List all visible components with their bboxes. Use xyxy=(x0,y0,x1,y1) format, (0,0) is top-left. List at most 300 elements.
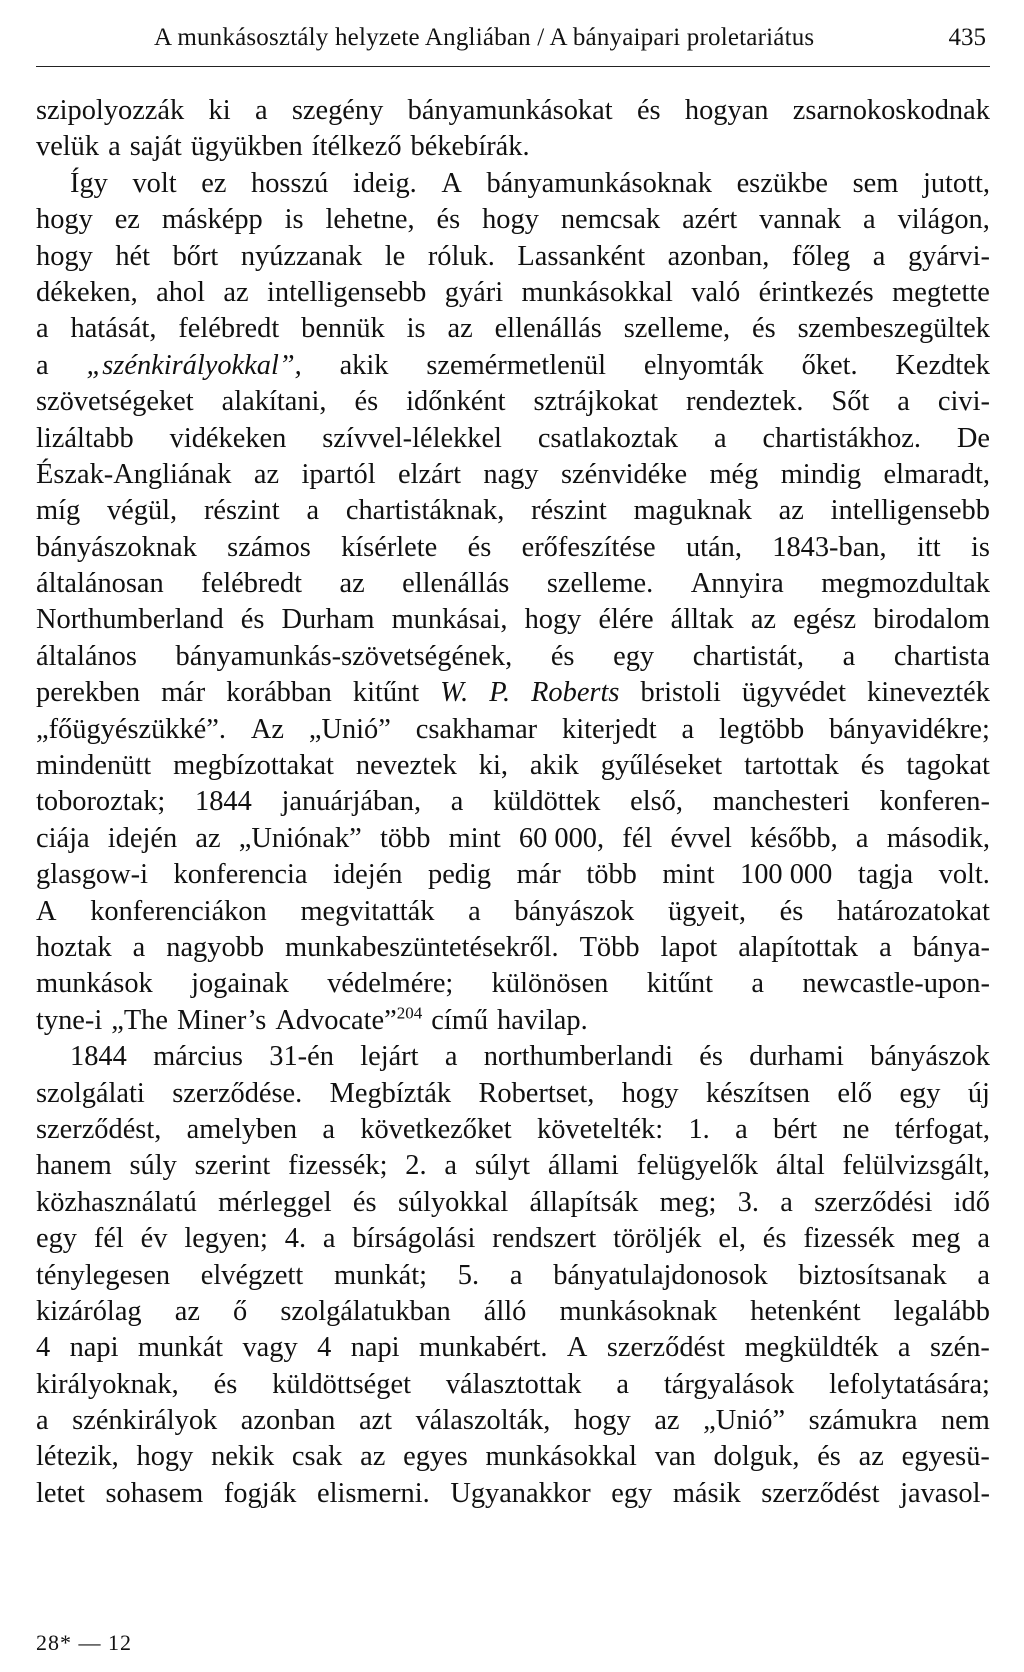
word: van xyxy=(654,1441,696,1473)
word: után, xyxy=(685,531,742,563)
word: jutott, xyxy=(922,167,990,199)
word: álló xyxy=(483,1295,527,1327)
word: hogy xyxy=(524,604,582,636)
word: határozatokat xyxy=(837,895,990,927)
word: ahol xyxy=(156,276,205,308)
word: lehetne, xyxy=(325,204,415,236)
word: élére xyxy=(598,604,654,636)
word: választottak xyxy=(445,1368,582,1400)
word: évvel xyxy=(670,822,732,854)
word: 5. xyxy=(457,1259,480,1291)
word: az xyxy=(253,458,280,490)
word: csatlakoztak xyxy=(537,422,679,454)
word: hosszú xyxy=(251,167,329,199)
word: havilap. xyxy=(497,1004,588,1036)
word: a xyxy=(897,1332,911,1364)
word: januárjában, xyxy=(281,786,422,818)
text-line xyxy=(36,202,990,238)
word: szén- xyxy=(929,1332,990,1364)
word: is xyxy=(406,313,426,345)
word: és xyxy=(467,531,492,563)
word: newcastle-upon- xyxy=(802,968,990,1000)
word: ez xyxy=(114,204,140,236)
word: meg; xyxy=(659,1186,717,1218)
word: a xyxy=(108,131,121,163)
word: toboroztak; xyxy=(36,786,166,818)
word: hét xyxy=(115,240,151,272)
running-header xyxy=(36,18,990,67)
word: intelligensebb xyxy=(830,495,990,527)
word: és xyxy=(762,1223,787,1255)
word: 4. xyxy=(284,1223,307,1255)
word: vagy xyxy=(242,1332,298,1364)
text-line xyxy=(36,1476,990,1512)
word: A xyxy=(441,167,462,199)
word: hogy xyxy=(36,240,93,272)
word: a xyxy=(36,349,49,381)
word: ítélkező xyxy=(311,131,402,163)
word: fizessék xyxy=(803,1223,895,1255)
word: az xyxy=(750,604,777,636)
word: W. xyxy=(440,677,469,709)
word: bányamunkásoknak xyxy=(486,167,712,199)
word: szelleme. xyxy=(546,568,654,600)
word: második, xyxy=(886,822,990,854)
word: birodalom xyxy=(873,604,990,636)
printer-signature: 28* — 12 xyxy=(36,1630,132,1655)
word: című xyxy=(431,1004,489,1036)
word: elzárt xyxy=(397,458,462,490)
word: pedig xyxy=(428,859,492,891)
word: már xyxy=(516,859,561,891)
word: nagy xyxy=(483,458,539,490)
word: új xyxy=(967,1077,990,1109)
word: szipolyozzák xyxy=(36,95,185,126)
word: kitűnt xyxy=(352,677,420,709)
word: meg xyxy=(911,1223,961,1255)
word: 1. xyxy=(688,1113,710,1145)
text-line xyxy=(36,748,990,784)
word: az xyxy=(195,822,221,854)
word: volt. xyxy=(938,859,990,891)
word: Roberts xyxy=(531,677,620,709)
word: tagokat xyxy=(906,750,990,782)
word: hogy xyxy=(573,1405,631,1437)
word: azonban xyxy=(240,1405,336,1437)
word: szövetségeket xyxy=(36,386,194,418)
text-line xyxy=(36,639,990,675)
word: róluk. xyxy=(427,240,495,272)
word: míg xyxy=(36,495,81,527)
text-line xyxy=(36,530,990,566)
word: dékeken, xyxy=(36,276,138,308)
word: álltak xyxy=(670,604,734,636)
word: bányatulajdonosok xyxy=(553,1259,768,1291)
word: akik xyxy=(529,750,579,782)
word: szénvidéke xyxy=(560,458,688,490)
word: A xyxy=(36,895,57,927)
text-line xyxy=(36,275,990,311)
word: szívvel-lélekkel xyxy=(322,422,502,454)
word: szolgálatukban xyxy=(280,1295,451,1327)
word: chartistákhoz. xyxy=(762,422,921,454)
word: szerződése. xyxy=(172,1077,303,1109)
word: egész xyxy=(793,604,857,636)
word: és xyxy=(436,204,461,236)
word: manchesteri xyxy=(712,786,850,818)
word: egyesü- xyxy=(901,1441,990,1473)
word: gyűléseket xyxy=(600,750,723,782)
word: mint xyxy=(448,822,501,854)
word: egyes xyxy=(403,1441,468,1473)
word: idején xyxy=(333,859,403,891)
word: hogy xyxy=(136,1441,194,1473)
word: le xyxy=(384,240,406,272)
word: csak xyxy=(291,1441,343,1473)
word: készítsen xyxy=(705,1077,810,1109)
word: 1843-ban, xyxy=(772,531,887,563)
word: nagyobb xyxy=(166,931,265,963)
text-line xyxy=(36,966,990,1002)
word: az xyxy=(360,1441,386,1473)
word: és xyxy=(636,95,661,126)
word: és xyxy=(550,640,575,672)
word: kinevezték xyxy=(867,677,990,709)
word: a xyxy=(735,1113,748,1145)
running-title: A munkásosztály helyzete Angliában / A bányaipari proletariátus xyxy=(154,24,815,51)
word: a xyxy=(977,1223,990,1255)
word: a xyxy=(450,786,464,818)
word: bányászoknak xyxy=(36,531,197,563)
word: ki, xyxy=(478,750,508,782)
word: alakítani, xyxy=(221,386,327,418)
text-line xyxy=(36,1258,990,1294)
word: még xyxy=(709,458,759,490)
word: tyne-i xyxy=(36,1004,103,1036)
text-line xyxy=(36,1294,990,1330)
word: Sőt xyxy=(831,386,870,418)
word: saját xyxy=(129,131,182,163)
word: szerződést xyxy=(606,1332,726,1364)
word: northumberlandi xyxy=(483,1041,673,1073)
word: Ugyanakkor xyxy=(450,1477,591,1509)
word: és xyxy=(752,313,776,345)
text-line xyxy=(36,1330,990,1366)
word: „Unió” xyxy=(308,713,391,745)
word: munkát; xyxy=(333,1259,428,1291)
word: felügyelők xyxy=(636,1150,759,1182)
word: Megbízták xyxy=(329,1077,452,1109)
text-line xyxy=(36,1367,990,1403)
word: érintkezés xyxy=(758,276,874,308)
word: nyúzzanak xyxy=(240,240,363,272)
word: felülvizsgált, xyxy=(842,1150,990,1182)
word: letet xyxy=(36,1477,85,1509)
word: világon, xyxy=(897,204,990,236)
word: a xyxy=(863,204,876,236)
word: elismerni. xyxy=(316,1477,430,1509)
word: sohasem xyxy=(105,1477,204,1509)
word: felébredt xyxy=(178,313,280,345)
word: „Uniónak” xyxy=(238,822,362,854)
word: súly xyxy=(129,1150,177,1182)
text-line xyxy=(36,1039,990,1075)
word: itt xyxy=(916,531,941,563)
word: ciája xyxy=(36,822,90,854)
word: Kezdtek xyxy=(895,349,990,381)
word: el, xyxy=(718,1223,746,1255)
word: egy xyxy=(613,640,655,672)
word: ez xyxy=(201,167,227,199)
word: sztrájkokat xyxy=(533,386,659,418)
word: kizárólag xyxy=(36,1295,142,1327)
word: Több xyxy=(579,931,640,963)
word: békebírák. xyxy=(410,131,530,163)
word: tagja xyxy=(857,859,914,891)
word: a xyxy=(254,95,268,126)
word: bennük xyxy=(301,313,385,345)
word: királyoknak, xyxy=(36,1368,179,1400)
word: ügyükben xyxy=(190,131,303,163)
word: gyári xyxy=(444,276,504,308)
word: napi xyxy=(69,1332,119,1364)
word: a xyxy=(897,386,910,418)
word: is xyxy=(970,531,990,563)
word: első, xyxy=(630,786,683,818)
word: fogják xyxy=(223,1477,297,1509)
word: azért xyxy=(682,204,738,236)
word: való xyxy=(691,276,741,308)
text-line xyxy=(36,1076,990,1112)
word: ő xyxy=(233,1295,248,1327)
text-line xyxy=(36,493,990,529)
word: elnyomták xyxy=(643,349,764,381)
word: általános xyxy=(36,640,137,672)
word: vannak xyxy=(759,204,842,236)
word: és xyxy=(354,386,379,418)
word: végül, xyxy=(106,495,178,527)
word: Az xyxy=(250,713,284,745)
word: civi- xyxy=(937,386,990,418)
word: őket. xyxy=(801,349,858,381)
word: 2. xyxy=(405,1150,427,1182)
word: az xyxy=(174,1295,200,1327)
word: hogy xyxy=(36,204,93,236)
word: és xyxy=(779,895,804,927)
text-line xyxy=(36,675,990,711)
word: ügyvédet xyxy=(741,677,846,709)
word: az xyxy=(223,276,249,308)
word: több xyxy=(586,859,637,891)
word: ügyeit, xyxy=(667,895,746,927)
word: fizessék; xyxy=(288,1150,388,1182)
word: részint xyxy=(531,495,607,527)
word: eszükbe xyxy=(736,167,829,199)
word: Robertset, xyxy=(478,1077,595,1109)
word: erőfeszítése xyxy=(521,531,656,563)
word: a xyxy=(322,1223,336,1255)
word: lejárt xyxy=(360,1041,419,1073)
word: megvitatták xyxy=(300,895,435,927)
word: főleg xyxy=(791,240,851,272)
word: ki xyxy=(208,95,231,126)
word: felébredt xyxy=(201,568,303,600)
word: védelmére; xyxy=(327,968,454,1000)
word: szemérmetlenül xyxy=(426,349,607,381)
word: szerződést xyxy=(761,1477,880,1509)
word: szénkirályok xyxy=(72,1405,218,1437)
word: év xyxy=(140,1223,168,1255)
word: bányamunkás-szövetségének, xyxy=(175,640,513,672)
word: szerződési xyxy=(814,1186,933,1218)
word: rendeztek. xyxy=(686,386,804,418)
word: nem xyxy=(940,1405,990,1437)
word: csakhamar xyxy=(415,713,538,745)
word: akik xyxy=(339,349,389,381)
text-line xyxy=(36,712,990,748)
word: ellenállás xyxy=(494,313,602,345)
text-line xyxy=(36,566,990,602)
word: elvégzett xyxy=(200,1259,304,1291)
word: közhasználatú xyxy=(36,1186,197,1218)
text-line xyxy=(36,384,990,420)
word: zsarnokoskodnak xyxy=(792,95,990,126)
word: idő xyxy=(953,1186,990,1218)
word: a xyxy=(879,931,892,963)
word: chartistát, xyxy=(692,640,804,672)
word: „szénkirályokkal”, xyxy=(86,349,302,381)
word: Lassanként xyxy=(517,240,646,272)
word: több xyxy=(379,822,431,854)
word: Észak-Angliának xyxy=(36,458,232,490)
text-line xyxy=(36,1003,990,1039)
word: töröljék xyxy=(613,1223,702,1255)
word: azt xyxy=(358,1405,393,1437)
word: mérleggel xyxy=(218,1186,332,1218)
footnote-reference: 204 xyxy=(396,1003,423,1023)
word: mindig xyxy=(780,458,862,490)
word: vidékeken xyxy=(169,422,287,454)
word: durhami xyxy=(749,1041,844,1073)
word: 3. xyxy=(737,1186,759,1218)
word: követelték: xyxy=(537,1113,664,1145)
word: De xyxy=(956,422,990,454)
word: szerint xyxy=(194,1150,271,1182)
word: hoztak xyxy=(36,931,112,963)
word: bányászok xyxy=(514,895,635,927)
word: legtöbb xyxy=(719,713,805,745)
word: a xyxy=(468,895,481,927)
word: megküldték xyxy=(744,1332,879,1364)
word: munkásokkal xyxy=(485,1441,637,1473)
word: a xyxy=(36,313,49,345)
word: velük xyxy=(36,131,100,163)
word: munkát xyxy=(137,1332,224,1364)
word: ténylegesen xyxy=(36,1259,171,1291)
text-line xyxy=(36,348,990,384)
word: dolguk, xyxy=(713,1441,800,1473)
word: munkások xyxy=(36,968,153,1000)
word: amelyben xyxy=(186,1113,298,1145)
word: súlyt xyxy=(474,1150,531,1182)
word: szolgálati xyxy=(36,1077,145,1109)
word: és xyxy=(699,1041,723,1073)
word: lapot xyxy=(660,931,718,963)
word: 31-én xyxy=(269,1041,334,1073)
text-line xyxy=(36,1112,990,1148)
word: kiterjedt xyxy=(562,713,657,745)
word: állapítsák xyxy=(529,1186,639,1218)
word: válaszolták, xyxy=(415,1405,551,1437)
word: a xyxy=(714,422,727,454)
word: az xyxy=(858,1441,884,1473)
word: és xyxy=(352,1186,377,1218)
word: az xyxy=(654,1405,680,1437)
word: volt xyxy=(132,167,177,199)
word: „The xyxy=(111,1004,168,1036)
word: munkabeszüntetésekről. xyxy=(285,931,559,963)
word: munkásoknak xyxy=(559,1295,718,1327)
word: Northumberland xyxy=(36,604,224,636)
word: a xyxy=(681,713,695,745)
word: jogainak xyxy=(191,968,289,1000)
word: 4 xyxy=(317,1332,332,1364)
word: bányavidékre; xyxy=(829,713,990,745)
word: és xyxy=(860,750,885,782)
word: számos xyxy=(227,531,311,563)
text-line xyxy=(36,821,990,857)
word: megbízottakat xyxy=(173,750,334,782)
word: fél xyxy=(93,1223,124,1255)
word: később, xyxy=(750,822,838,854)
word: maguknak xyxy=(633,495,752,527)
word: és xyxy=(240,604,265,636)
word: szelleme, xyxy=(623,313,731,345)
word: ipartól xyxy=(301,458,376,490)
word: munkabért. xyxy=(418,1332,548,1364)
word: már xyxy=(161,677,206,709)
word: március xyxy=(153,1041,243,1073)
word: konferencia xyxy=(173,859,308,891)
word: hanem xyxy=(36,1150,112,1182)
text-line xyxy=(36,93,990,129)
word: napi xyxy=(350,1332,400,1364)
word: a xyxy=(444,1150,457,1182)
word: a xyxy=(36,1405,49,1437)
word: Annyira xyxy=(690,568,784,600)
word: bírságolási xyxy=(352,1223,476,1255)
word: munkásokkal xyxy=(521,276,673,308)
word: különösen xyxy=(491,968,609,1000)
word: „Unió” xyxy=(703,1405,786,1437)
word: is xyxy=(284,204,304,236)
word: küldöttek xyxy=(493,786,601,818)
word: konferen- xyxy=(879,786,990,818)
word: szegény xyxy=(291,95,384,126)
word: a xyxy=(616,1368,629,1400)
word: mindenütt xyxy=(36,750,152,782)
word: a xyxy=(444,1041,458,1073)
word: súlyokkal xyxy=(397,1186,509,1218)
word: elmaradt, xyxy=(883,458,990,490)
word: a xyxy=(509,1259,523,1291)
word: bőrt xyxy=(172,240,219,272)
word: intelligensebb xyxy=(267,276,427,308)
word: a xyxy=(751,968,764,1000)
word: egy xyxy=(611,1477,653,1509)
word: a xyxy=(322,1113,335,1145)
word: térfogat, xyxy=(894,1113,990,1145)
